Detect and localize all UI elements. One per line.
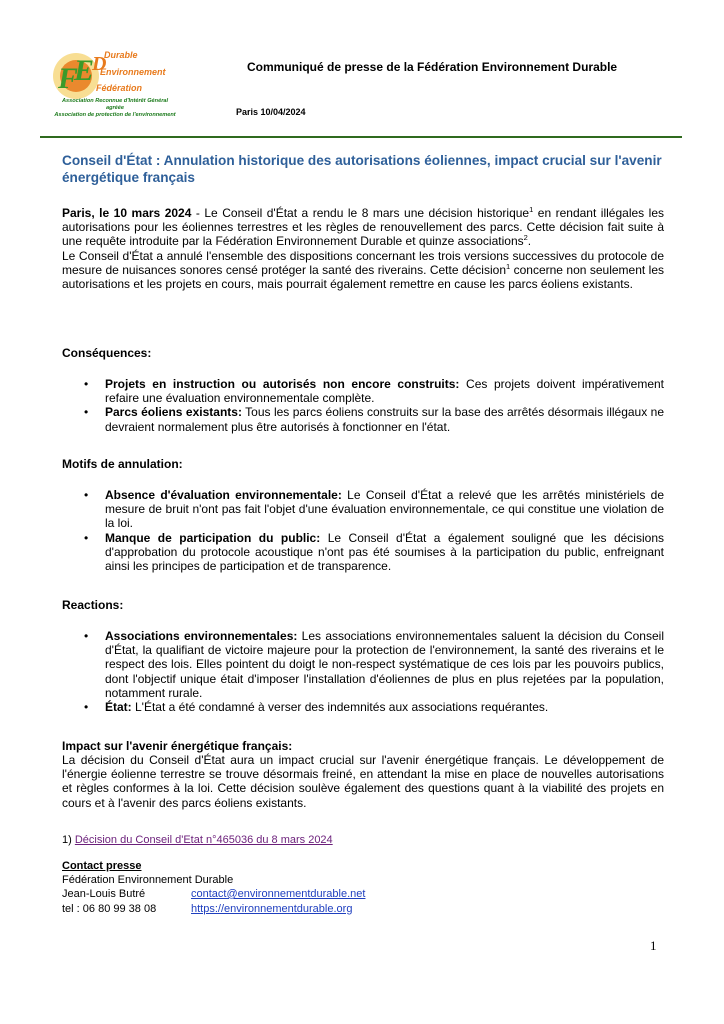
bullet-icon: •: [84, 530, 89, 545]
item-label: Absence d'évaluation environnementale:: [105, 488, 342, 502]
item-text: Les associations environnementales saluent la décision du Conseil d'État, la qualifiant de victoire majeure pour la protection de l'environnement, la santé des riverains et le respect des lois. Elles pointent du doigt le non-respect systématique de ces lois par les pouvoirs publics, dont l'objectif unique était d'imposer l'installation d'éoliennes de plus en plus rejetées par la population, notamment rurale.: [105, 629, 664, 700]
consequences-heading: Conséquences:: [62, 346, 152, 360]
press-release-header: Communiqué de presse de la Fédération Environnement Durable: [247, 60, 618, 74]
list-item: [62, 377, 664, 405]
contact-name: Jean-Louis Butré: [62, 888, 146, 900]
contact-phone: tel : 06 80 99 38 08: [62, 903, 157, 915]
contact-email-link[interactable]: contact@environnementdurable.net: [191, 888, 366, 900]
item-text: Ces projets doivent impérativement refaire une évaluation environnementale complète.: [105, 377, 665, 406]
item-label: Associations environnementales:: [105, 629, 298, 643]
footnote-ref-1: 1: [529, 205, 534, 214]
logo-association-text: [40, 98, 190, 120]
svg-text:D: D: [92, 53, 107, 75]
svg-text:Environnement: Environnement: [100, 67, 166, 77]
intro-paragraph: [62, 206, 664, 291]
svg-text:F: F: [58, 62, 79, 95]
list-item: [62, 488, 664, 531]
logo-assoc-line2: agréée: [105, 105, 125, 112]
bullet-icon: •: [84, 700, 89, 715]
svg-text:Durable: Durable: [104, 50, 138, 60]
reactions-heading: Reactions:: [62, 598, 124, 612]
website-link[interactable]: https://environnementdurable.org: [191, 903, 353, 915]
list-item: [62, 629, 664, 700]
footnote: [62, 834, 333, 846]
intro-text-1: - Le Conseil d'État a rendu le 8 mars une décision historique: [191, 206, 530, 220]
item-text: Tous les parcs éoliens construits sur la base des arrêtés désormais illégaux ne devraient normalement plus être autorisés à fonctionner en l'état.: [105, 405, 665, 434]
footnote-ref-3: 1: [506, 261, 511, 271]
article-title: Conseil d'État : Annulation historique des autorisations éoliennes, impact crucial sur l'avenir énergétique français: [62, 153, 662, 185]
bullet-icon: •: [84, 488, 89, 502]
intro-text-4: Le Conseil d'État a annulé l'ensemble des dispositions concernant les trois versions successives du protocole de mesure de nuisances sonores censé protéger la santé des riverains. Cette décision: [62, 248, 664, 277]
svg-text:Fédération: Fédération: [96, 83, 143, 93]
item-label: Projets en instruction ou autorisés non encore construits:: [105, 377, 460, 391]
item-text: Le Conseil d'État a également souligné que les décisions d'approbation du protocole acoustique n'ont pas été soumises à la participation du public, enfreignant ainsi les principes de participation et de transparence.: [105, 530, 664, 574]
svg-text:E: E: [74, 54, 95, 87]
impact-heading: Impact sur l'avenir énergétique français:: [62, 739, 293, 753]
footnote-ref-2: 2: [523, 233, 528, 243]
motifs-list: [62, 488, 664, 573]
item-label: État:: [105, 700, 132, 715]
page-number: 1: [650, 938, 657, 953]
bullet-icon: •: [84, 629, 89, 643]
footnote-link[interactable]: Décision du Conseil d'Etat n°465036 du 8 mars 2024: [74, 834, 333, 846]
list-item: [62, 531, 664, 574]
reactions-list: [62, 629, 664, 714]
impact-paragraph: La décision du Conseil d'État aura un impact crucial sur l'avenir énergétique français. Le développement de l'énergie éolienne terrestre se trouve désormais freiné, en attendant la mise en place de nouvelles autorisations et règles conformes à la loi. Cette décision soulève également des questions quant à la viabilité des projets en cours et à l'avenir des parcs éoliens existants.: [62, 753, 664, 810]
consequences-list: [62, 377, 664, 434]
logo-assoc-line1: Association Reconnue d'Intérêt Général: [61, 98, 169, 104]
motifs-heading: Motifs de annulation:: [62, 457, 183, 471]
list-item: [62, 405, 664, 433]
item-label: Parcs éoliens existants:: [105, 405, 242, 420]
bullet-icon: •: [84, 405, 89, 420]
contact-org: Fédération Environnement Durable: [62, 874, 234, 886]
footnote-marker: 1): [62, 834, 72, 846]
intro-text-3: .: [527, 234, 532, 249]
item-text: Le Conseil d'État a relevé que les arrêtés ministériels de mesure de bruit n'ont pas fait l'objet d'une évaluation environnementale, ce qui constitue une violation de la loi.: [105, 488, 664, 531]
bullet-icon: •: [84, 377, 89, 391]
header-divider: [40, 136, 682, 138]
list-item: [62, 700, 664, 714]
contact-heading: Contact presse: [62, 860, 142, 872]
header-date: Paris 10/04/2024: [236, 107, 306, 117]
intro-text-2: en rendant illégales les autorisations pour les éoliennes terrestres et les règles de renouvellement des parcs. Cette décision fait suite à une requête introduite par la Fédération Environnement Durable et quinze associations: [62, 206, 664, 249]
logo-assoc-line3: Association de protection de l'environnement: [54, 112, 176, 119]
intro-lead: Paris, le 10 mars 2024: [62, 206, 192, 220]
item-label: Manque de participation du public:: [105, 530, 321, 545]
intro-text-5: concerne non seulement les autorisations et les projets en cours, mais pourrait également remettre en cause les parcs éoliens existants.: [62, 262, 664, 292]
item-text: L'État a été condamné à verser des indemnités aux associations requérantes.: [131, 700, 549, 715]
